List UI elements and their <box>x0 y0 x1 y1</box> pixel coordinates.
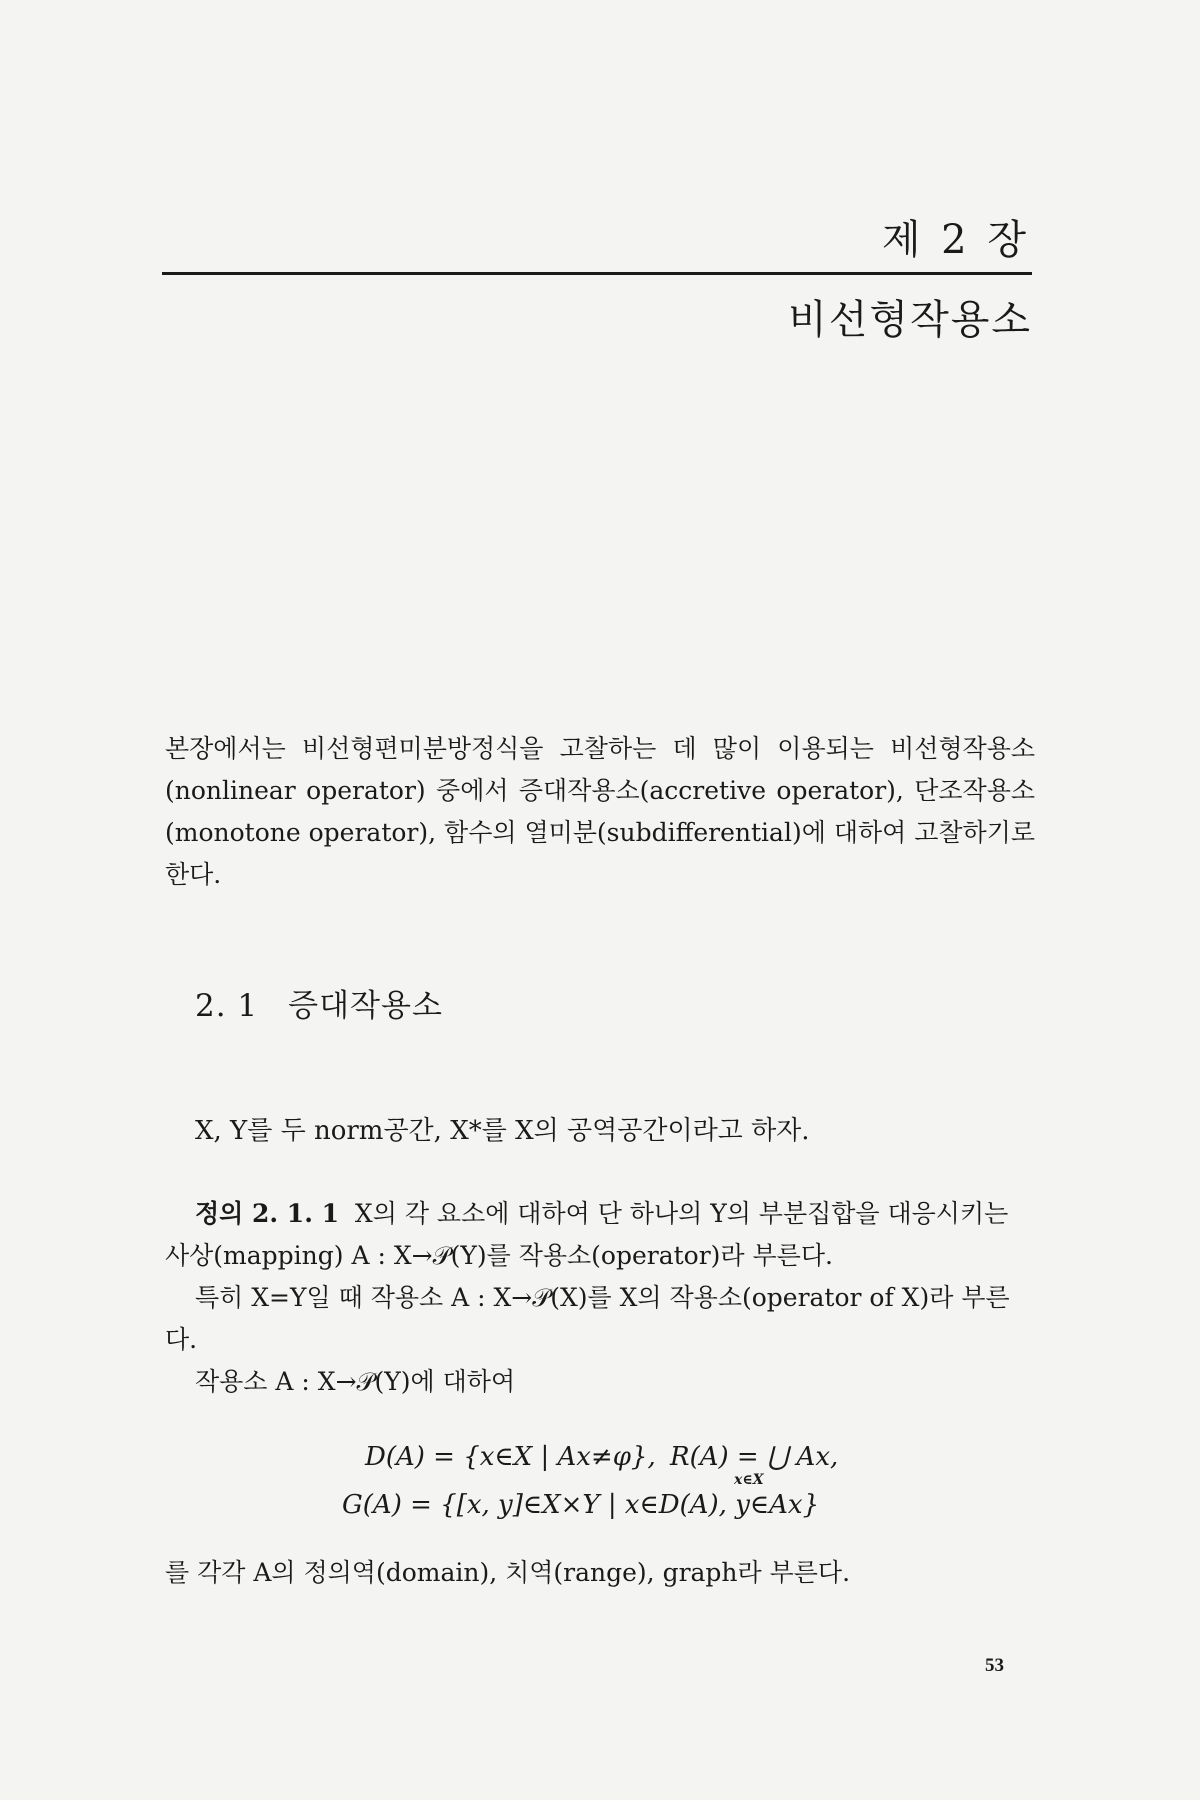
intro-paragraph: 본장에서는 비선형편미분방정식을 고찰하는 데 많이 이용되는 비선형작용소(nonlinear operator) 중에서 증대작용소(accretive operator), 단조작용소(monotone operator), 함수의 열미분(subdifferential)에 대하여 고찰하기로 한다. <box>165 734 1035 889</box>
definition-block <box>165 1193 1035 1403</box>
section-number: 2. 1 <box>195 988 259 1024</box>
domain-formula: D(A) = {x∈X | Ax≠φ}, <box>365 1442 656 1472</box>
definition-label: 정의 2. 1. 1 <box>195 1199 340 1228</box>
section-heading <box>195 980 443 1025</box>
chapter-number: 제 2 장 <box>881 217 1030 263</box>
definition-text-3: 작용소 A : X→𝒫(Y)에 대하여 <box>195 1367 516 1396</box>
page-number: 53 <box>985 1655 1004 1676</box>
range-formula-subscript: x∈X <box>734 1472 764 1488</box>
closing-statement: 를 각각 A의 정의역(domain), 치역(range), graph라 부른다. <box>165 1558 851 1587</box>
definition-text-2: 특히 X=Y일 때 작용소 A : X→𝒫(X)를 X의 작용소(operator of X)라 부른다. <box>165 1283 1010 1354</box>
chapter-title: 비선형작용소 <box>788 297 1032 343</box>
setup-statement: X, Y를 두 norm공간, X*를 X의 공역공간이라고 하자. <box>195 1116 810 1146</box>
section-title: 증대작용소 <box>288 988 443 1024</box>
chapter-divider <box>162 272 1032 275</box>
definition-text-1: X의 각 요소에 대하여 단 하나의 Y의 부분집합을 대응시키는 사상(mapping) A : X→𝒫(Y)를 작용소(operator)라 부른다. <box>165 1199 1009 1270</box>
definition-paragraph-1 <box>165 1193 1035 1277</box>
graph-formula: G(A) = {[x, y]∈X×Y | x∈D(A), y∈Ax} <box>342 1490 820 1520</box>
range-formula: R(A) = ⋃ Ax, <box>670 1442 839 1472</box>
